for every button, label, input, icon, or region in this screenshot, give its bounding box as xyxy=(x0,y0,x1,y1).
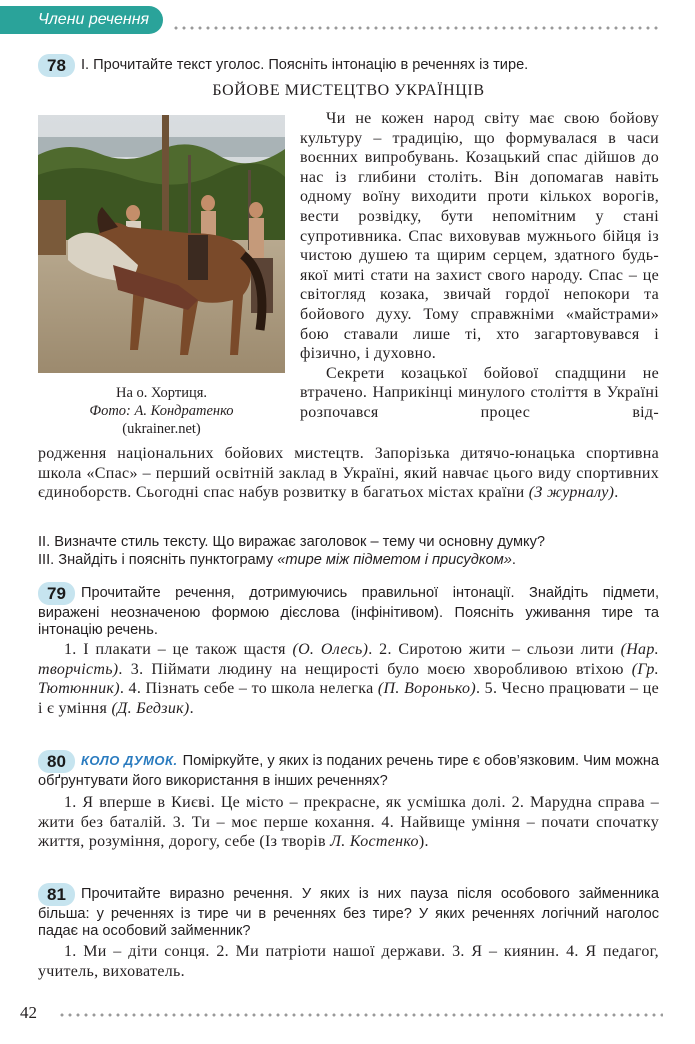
task-80-sentences xyxy=(38,793,659,852)
header-dotted-rule xyxy=(172,26,662,30)
task-instruction: Прочитайте речення, дотримуючись правильної інтонації. Знайдіть підмети, виражені неозначеною формою дієслова (інфінітивом). Поясніть уживання тире та інтонацію речень. xyxy=(38,585,659,638)
sentence-source: (Нар. творчість) xyxy=(38,641,659,678)
sentence: . 4. Пізнать себе – то школа нелегка xyxy=(119,680,374,698)
text-source: (З журналу) xyxy=(528,484,615,502)
paragraph-text: родження національних бойових мистецтв. Запорізька дитячо-юнацька спортивна школа «Спас» – перший освітній заклад в Україні, який навчає цього виду спортивних єдиноборств. Сьогодні спас набув розвитку в багатьох містах країни xyxy=(38,445,659,502)
task-78-questions xyxy=(38,533,659,569)
task-81-sentences: 1. Ми – діти сонця. 2. Ми патріоти нашої держави. 3. Я – киянин. 4. Я педагог, учитель, вихователь. xyxy=(38,943,659,980)
sentence: 1. І плакати – це також щастя xyxy=(64,641,286,658)
task-number-badge: 79 xyxy=(38,582,75,605)
text-column-right xyxy=(300,109,659,423)
sentence: 1. Я вперше в Києві. Це місто – прекрасне, як усмішка долі. 2. Марудна справа – жити без баталій. 3. Ти – моє перше кохання. 4. Найвище уміння – почати спочатку життя, розуміння, дорогу, себе (Із творів xyxy=(38,794,659,851)
punct: . xyxy=(189,699,194,717)
question-3 xyxy=(38,551,659,569)
task-number-badge: 80 xyxy=(38,750,75,773)
task-79-header xyxy=(38,582,659,639)
sentence-source: (Гр. Тютюнник) xyxy=(38,660,659,698)
question-2: ІІ. Визначте стиль тексту. Що виражає заголовок – тему чи основну думку? xyxy=(38,534,546,550)
task-instruction: І. Прочитайте текст уголос. Поясніть інтонацію в реченнях із тире. xyxy=(81,57,529,73)
question-3-term: «тире між підметом і присудком» xyxy=(277,552,512,568)
task-number-badge: 78 xyxy=(38,54,75,77)
task-79-sentences xyxy=(38,640,659,718)
footer-dotted-rule xyxy=(58,1013,663,1017)
task-instruction: Прочитайте виразно речення. У яких із них пауза після особового займенника більша: у реченнях із тире чи в реченнях без тире? У яких реченнях логічний наголос падає на особовий займенник? xyxy=(38,886,659,939)
caption-source: (ukrainer.net) xyxy=(122,421,201,437)
sentence: . 5. Чесно працювати – це і є уміння xyxy=(38,680,659,717)
task-78-header xyxy=(38,54,659,77)
task-number-badge: 81 xyxy=(38,883,75,906)
sentence: . 2. Сиротою жити – сльози лити xyxy=(368,641,614,658)
paragraph: Чи не кожен народ світу має свою бойову культуру – традицію, що формувалася в часи воєнних випробувань. Козацький спас дійшов до нас із глибини століть. Він допомагав навіть одному воїну виходити проти кількох ворогів, вести розвідку, бути непомітним у стані супротивника. Спас виховував мужнього бійця із чистою душею та щирим серцем, здатного будь-якої миті стати на захист свого народу. Спас – це світогляд козака, звичай гордої непокори та бойового духу. Тому справжніми «майстрами» бою ставали лише ті, хто загартовувався і фізично, і духовно. xyxy=(300,110,659,363)
sentence-source: Л. Костенко xyxy=(330,833,419,851)
task-instruction: Поміркуйте, у яких із поданих речень тире є обов’язковим. Чим можна обґрунтувати його використання в інших реченнях? xyxy=(38,753,660,789)
task-80-header xyxy=(38,750,659,790)
punct: ). xyxy=(418,833,429,851)
page-number: 42 xyxy=(20,1003,37,1022)
section-header-tab: Члени речення xyxy=(0,6,163,34)
sentence: . 3. Піймати людину на нещирості було моєю хворобливою втіхою xyxy=(118,660,624,678)
question-3-text: ІІІ. Знайдіть і поясніть пунктограму xyxy=(38,552,274,568)
punct: . xyxy=(511,552,516,568)
kolo-dumok-label: КОЛО ДУМОК. xyxy=(81,753,178,768)
text-title: БОЙОВЕ МИСТЕЦТВО УКРАЇНЦІВ xyxy=(212,82,485,99)
paragraph-continuation xyxy=(38,444,659,503)
paragraph: Секрети козацької бойової спадщини не втрачено. Наприкінці минулого століття в Україні розпочався процес від- xyxy=(300,364,659,421)
punct: . xyxy=(614,484,619,502)
photo-caption xyxy=(38,384,285,438)
sentence-source: (Д. Бедзик) xyxy=(111,699,190,717)
cossack-horse-photo xyxy=(38,115,285,373)
sentence-source: (П. Воронько) xyxy=(377,680,476,698)
sentence-source: (О. Олесь) xyxy=(292,641,369,658)
task-81-header xyxy=(38,883,659,940)
caption-credit: Фото: А. Кондратенко xyxy=(89,403,234,419)
caption-line: На о. Хортиця. xyxy=(115,385,208,401)
